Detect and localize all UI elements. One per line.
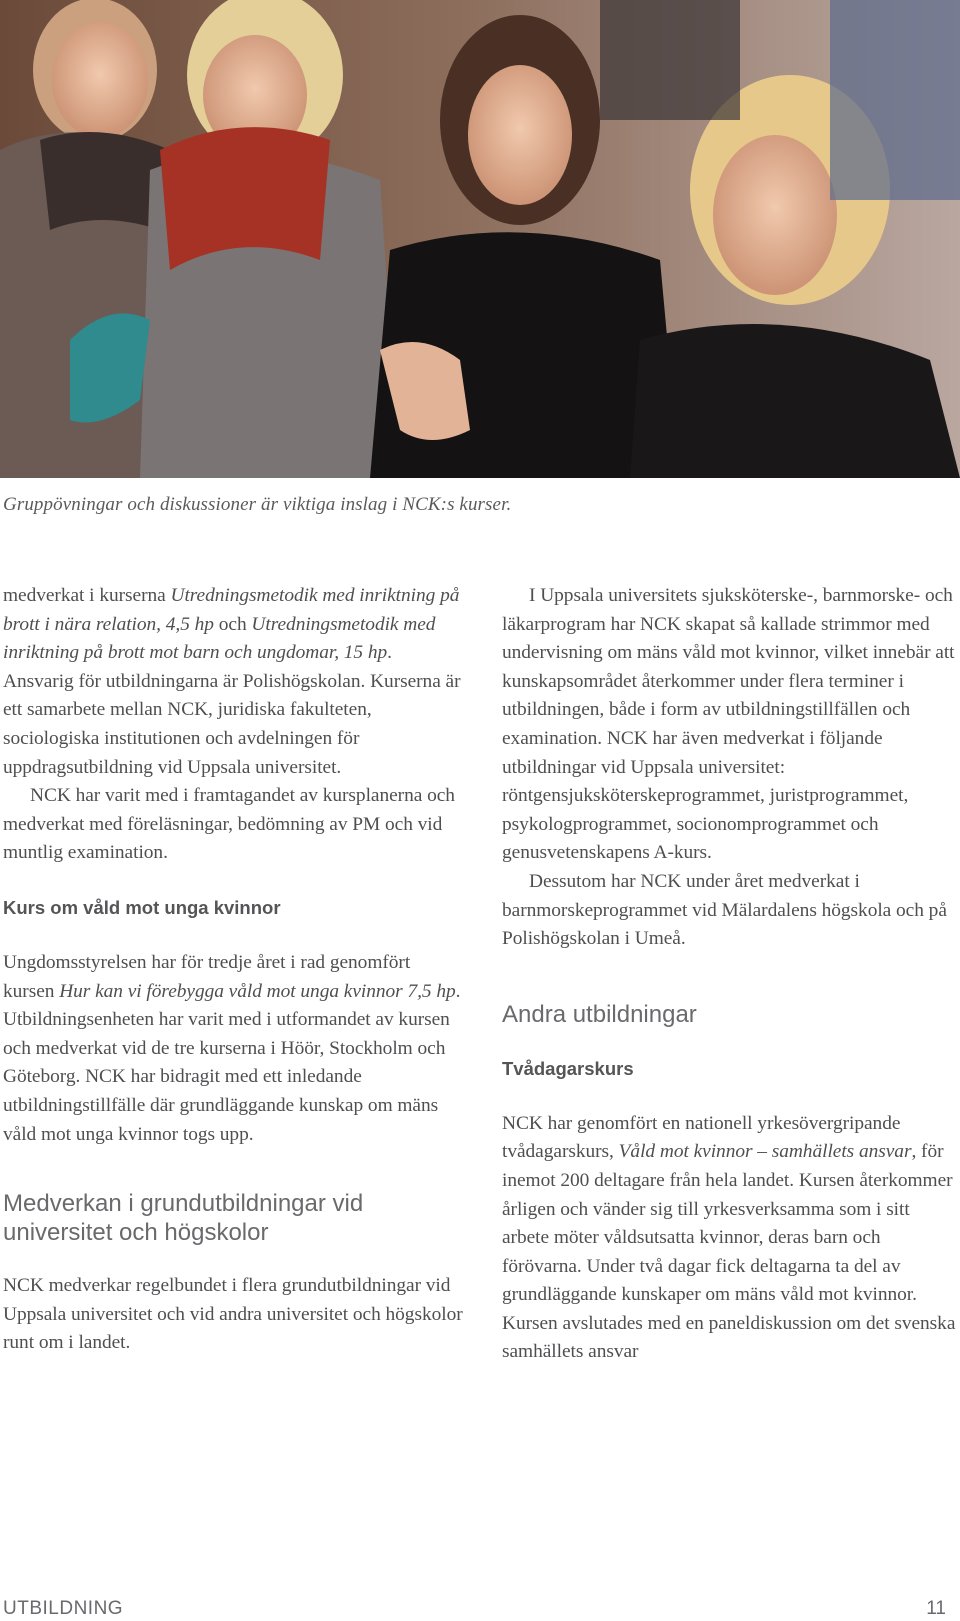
course-title-4: Våld mot kvinnor – samhällets ansvar bbox=[618, 1141, 912, 1163]
photo-caption: Gruppövningar och diskussioner är viktiga inslag i NCK:s kurser. bbox=[3, 494, 512, 515]
photo-group-discussion bbox=[0, 0, 960, 478]
paragraph: Dessutom har NCK under året medverkat i barnmorskeprogrammet vid Mälardalens högskola och på Polishögskolan i Umeå. bbox=[502, 870, 947, 950]
paragraph: NCK medverkar regelbundet i flera grundutbildningar vid Uppsala universitet och vid andra universitet och högskolor runt om i landet. bbox=[3, 1275, 463, 1354]
paragraph-text: medverkat i kurserna bbox=[3, 585, 171, 606]
paragraph-text: NCK har genomfört en nationell yrkesövergripande tvådagarskurs, bbox=[502, 1112, 901, 1163]
page-number: 11 bbox=[926, 1598, 946, 1619]
course-title-1: Utredningsmetodik med inriktning på brott i nära relation, 4,5 hp bbox=[3, 585, 460, 635]
paragraph-text: . Ansvarig för utbildningarna är Polishögskolan. Kurserna är ett samarbete mellan NCK, juridiska fakulteten, sociologiska institutionen och avdelningen för uppdragsutbildning vid Uppsala universitet. bbox=[3, 642, 461, 778]
subheading: Tvådagarskurs bbox=[502, 1057, 634, 1079]
section-heading: Medverkan i grundutbildningar vid universitet och högskolor bbox=[3, 1190, 364, 1247]
paragraph-text: , för inemot 200 deltagare från hela landet. Kursen återkommer årligen och vänder sig till yrkesverksamma som i sitt arbete möter våldsutsatta kvinnor, deras barn och förövarna. Under två dagar fick deltagarna ta del av grundläggande kunskaper om mäns våld mot kvinnor. Kursen avslutades med en paneldiskussion om det svenska samhällets ansvar bbox=[502, 1141, 956, 1363]
course-title-2: Utredningsmetodik med inriktning på brott mot barn och ungdomar, 15 hp bbox=[3, 613, 436, 664]
footer-section-label: UTBILDNING bbox=[3, 1598, 124, 1619]
paragraph: NCK har varit med i framtagandet av kursplanerna och medverkat med föreläsningar, bedömning av PM och vid muntlig examination. bbox=[3, 785, 455, 864]
section-heading: Andra utbildningar bbox=[502, 1000, 697, 1028]
left-column bbox=[3, 582, 465, 1358]
course-title-3: Hur kan vi förebygga våld mot unga kvinnor 7,5 hp bbox=[59, 980, 456, 1002]
subheading: Kurs om våld mot unga kvinnor bbox=[3, 896, 281, 918]
paragraph-text: och bbox=[213, 613, 252, 635]
paragraph bbox=[502, 1110, 960, 1367]
paragraph bbox=[3, 582, 465, 782]
paragraph-text: Ungdomsstyrelsen har för tredje året i rad genomfört kursen bbox=[3, 951, 411, 1002]
paragraph-text: . Utbildningsenheten har varit med i utformandet av kursen och medverkat vid de tre kurserna i Höör, Stockholm och Göteborg. NCK har bidragit med ett inledande utbildningstillfälle där grundläggande kunskap om mäns våld mot unga kvinnor togs upp. bbox=[3, 980, 461, 1145]
paragraph: I Uppsala universitets sjuksköterske-, barnmorske- och läkarprogram har NCK skapat så kallade strimmor med undervisning om mäns våld mot kvinnor, vilket innebär att kunskapsområdet återkommer under flera terminer i utbildningen, både i form av utbildningstillfällen och examination. NCK har även medverkat i följande utbildningar vid Uppsala universitet: röntgensjuksköterskeprogrammet, juristprogrammet, psykologprogrammet, socionomprogrammet och genusvetenskapens A-kurs. bbox=[502, 585, 955, 864]
right-column bbox=[502, 582, 960, 1367]
paragraph bbox=[3, 949, 465, 1149]
